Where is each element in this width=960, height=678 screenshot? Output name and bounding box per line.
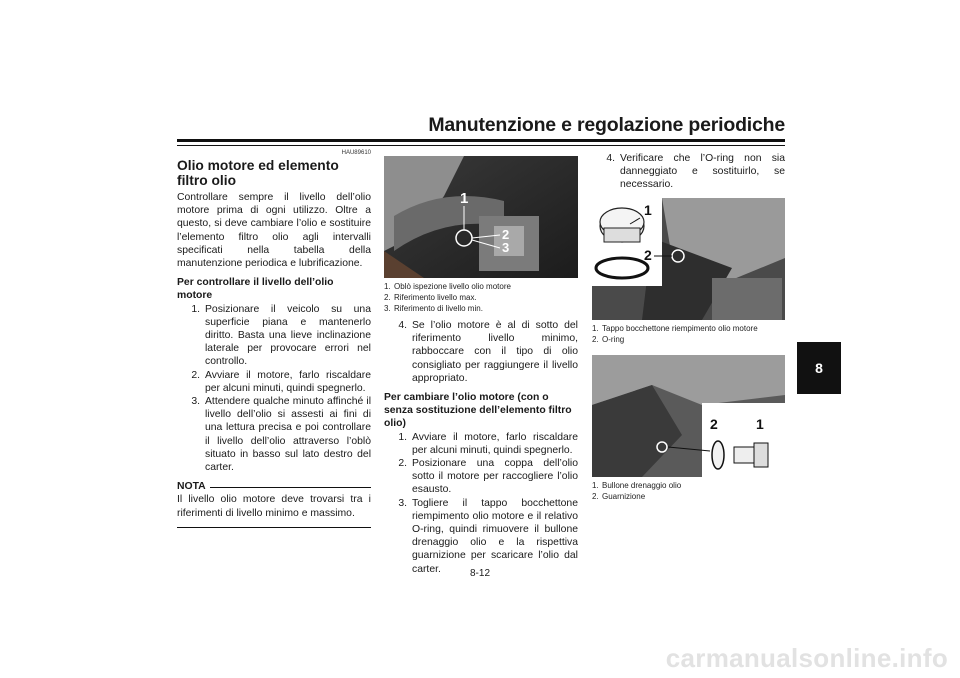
list-item bbox=[592, 152, 785, 192]
figure1-callouts bbox=[592, 323, 785, 345]
column-right bbox=[592, 150, 785, 502]
callout-item bbox=[592, 480, 785, 491]
step-number: 3. bbox=[191, 396, 200, 408]
figure-label-3: 3 bbox=[502, 240, 510, 255]
figure-label-2: 2 bbox=[710, 415, 718, 432]
list-item bbox=[177, 303, 371, 369]
oil-level-window-photo bbox=[384, 156, 578, 278]
nota-label: NOTA bbox=[177, 481, 206, 493]
callout-number: 1. bbox=[592, 323, 599, 333]
figure2-callouts bbox=[592, 480, 785, 502]
page-header-title: Manutenzione e regolazione periodiche bbox=[428, 114, 785, 136]
figure-label-2: 2 bbox=[644, 246, 652, 263]
callout-item bbox=[592, 323, 785, 334]
callout-text: O-ring bbox=[602, 334, 625, 344]
step-number: 2. bbox=[191, 369, 200, 381]
header-rule bbox=[177, 139, 785, 142]
step-number: 2. bbox=[398, 458, 407, 470]
site-watermark[interactable]: carmanualsonline.info bbox=[665, 643, 948, 673]
drain-bolt-photo bbox=[592, 355, 785, 477]
column-left bbox=[177, 150, 371, 528]
list-item bbox=[384, 497, 578, 576]
section-code: HAU89610 bbox=[341, 150, 371, 156]
change-steps-list bbox=[384, 431, 578, 576]
filler-cap-photo bbox=[592, 198, 785, 320]
callout-text: Oblò ispezione livello olio motore bbox=[394, 282, 511, 291]
figure-label-1: 1 bbox=[756, 415, 764, 432]
callout-text: Bullone drenaggio olio bbox=[602, 480, 682, 490]
change-steps-continued bbox=[592, 152, 785, 192]
change-oil-heading: Per cambiare l’olio motore (con o senza sostituzione dell’elemento filtro olio) bbox=[384, 392, 572, 430]
callout-item bbox=[592, 491, 785, 502]
callout-item bbox=[384, 281, 578, 292]
step-number: 4. bbox=[606, 153, 615, 164]
callout-text: Riferimento livello max. bbox=[394, 293, 477, 302]
photo-oil-filler-cap bbox=[592, 198, 785, 320]
step-text: Posizionare il veicolo su una superficie piana e mantenerlo diritto. Basta una lieve inclinazione laterale per provocare errori nel controllo. bbox=[205, 303, 371, 368]
step-number: 4. bbox=[398, 320, 407, 331]
step-text: Se l’olio motore è al di sotto del riferimento livello minimo, rabboccare con il tipo di olio consigliato per raggiungere il livello appropriato. bbox=[412, 320, 578, 384]
callout-number: 2. bbox=[592, 491, 599, 501]
intro-paragraph: Controllare sempre il livello dell’olio motore prima di ogni utilizzo. Oltre a questo, si deve cambiare l’olio e sostituire l’elemento filtro olio agli intervalli specificati nella tabella della manutenzione periodica e lubrificazione. bbox=[177, 192, 371, 270]
list-item bbox=[177, 395, 371, 474]
page-number: 8-12 bbox=[469, 568, 490, 579]
callout-item bbox=[592, 334, 785, 345]
column-middle bbox=[384, 150, 578, 576]
callout-number: 1. bbox=[592, 480, 599, 490]
list-item bbox=[177, 369, 371, 395]
callout-number: 2. bbox=[592, 334, 599, 344]
list-item bbox=[384, 319, 578, 385]
list-item bbox=[384, 431, 578, 457]
header-rule-thin bbox=[177, 145, 785, 146]
nota-rule bbox=[210, 487, 371, 488]
step-text: Togliere il tappo bocchettone riempimento olio motore e il relativo O-ring, quindi rimuovere il bullone drenaggio olio e la rispettiva guarnizione per scaricare l’olio dal carter. bbox=[412, 497, 578, 575]
nota-heading bbox=[177, 480, 371, 493]
step-text: Avviare il motore, farlo riscaldare per alcuni minuti, quindi spegnerlo. bbox=[412, 431, 578, 456]
step-number: 1. bbox=[398, 431, 407, 443]
section-title: Olio motore ed elemento filtro olio bbox=[177, 158, 339, 188]
callout-item bbox=[384, 303, 578, 314]
step-text: Verificare che l’O-ring non sia danneggiato e sostituirlo, se necessario. bbox=[620, 153, 785, 191]
check-steps-continued bbox=[384, 319, 578, 385]
chapter-tab[interactable]: 8 bbox=[797, 342, 841, 394]
nota-end-rule bbox=[177, 527, 371, 528]
callout-text: Guarnizione bbox=[602, 491, 646, 501]
list-item bbox=[384, 457, 578, 497]
figure-label-1: 1 bbox=[644, 201, 652, 218]
figure-label-2: 2 bbox=[502, 227, 510, 242]
nota-text: Il livello olio motore deve trovarsi tra i riferimenti di livello minimo e massimo. bbox=[177, 494, 371, 519]
figure-label-1: 1 bbox=[460, 190, 469, 207]
callout-item bbox=[384, 292, 578, 303]
photo-engine-right-side bbox=[384, 156, 578, 278]
callout-number: 1. bbox=[384, 282, 391, 291]
step-number: 1. bbox=[191, 303, 200, 315]
photo-oil-drain-bolt bbox=[592, 355, 785, 477]
callout-text: Riferimento di livello min. bbox=[394, 304, 483, 313]
check-steps-list bbox=[177, 303, 371, 475]
callout-number: 3. bbox=[384, 304, 391, 313]
callout-text: Tappo bocchettone riempimento olio motore bbox=[602, 323, 758, 333]
check-level-heading: Per controllare il livello dell’olio motore bbox=[177, 277, 334, 302]
callout-number: 2. bbox=[384, 293, 391, 302]
figure-callouts bbox=[384, 281, 578, 314]
step-text: Posizionare una coppa dell’olio sotto il motore per raccogliere l’olio esausto. bbox=[412, 458, 578, 496]
step-number: 3. bbox=[398, 497, 407, 509]
step-text: Avviare il motore, farlo riscaldare per alcuni minuti, quindi spegnerlo. bbox=[205, 369, 371, 394]
step-text: Attendere qualche minuto affinché il livello dell’olio si assesti ai fini di una lettura precisa e poi controllare il livello dell’olio attraverso l’oblò situato in basso sul lato destro del carter. bbox=[205, 396, 371, 474]
